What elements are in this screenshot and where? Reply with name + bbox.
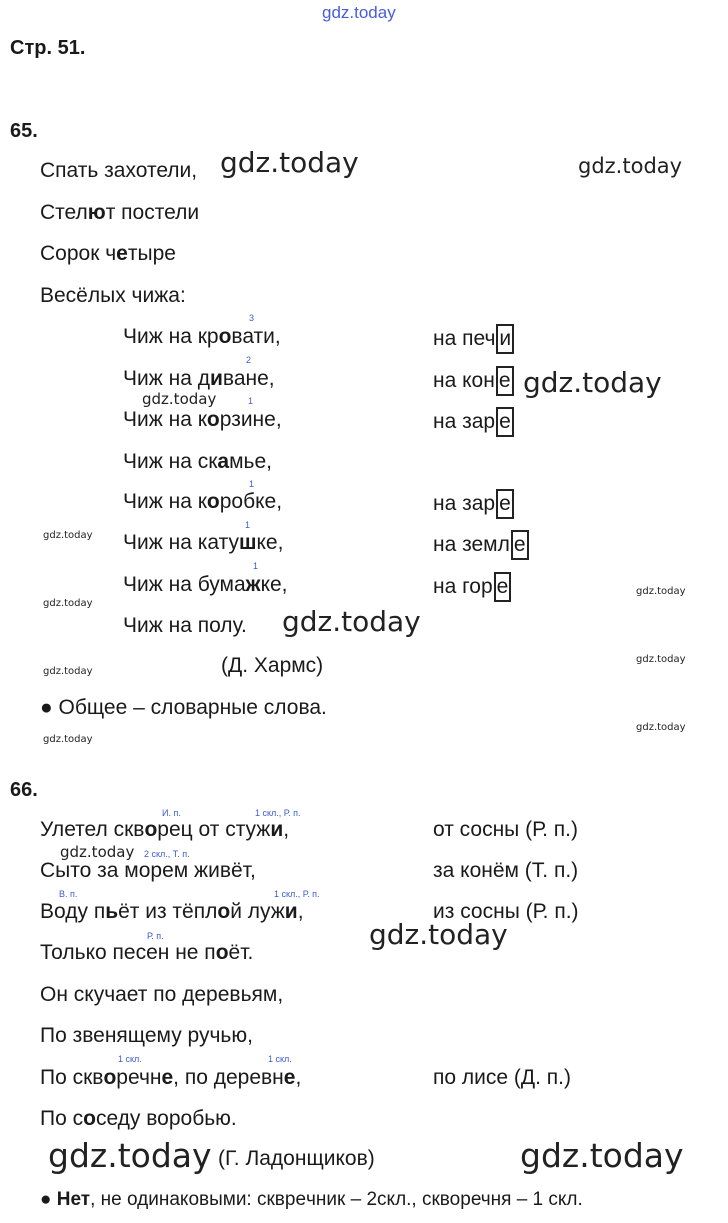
line-text: , bbox=[295, 1066, 302, 1089]
case-note: от сосны (Р. п.) bbox=[433, 818, 579, 841]
line-text: ёт. bbox=[228, 941, 254, 964]
highlighted-letter: е bbox=[161, 1066, 174, 1089]
watermark: gdz.today bbox=[48, 1136, 212, 1175]
poem-row: Чиж на скамье, bbox=[123, 450, 273, 473]
grammar-mark: 2 скл., Т. п. bbox=[144, 849, 190, 859]
watermark: gdz.today bbox=[369, 918, 508, 951]
highlighted-letter: е bbox=[283, 1066, 296, 1089]
grammar-mark: В. п. bbox=[59, 889, 78, 899]
grammar-mark: 1 скл. bbox=[268, 1054, 292, 1064]
line-text: ёт из тёпл bbox=[118, 900, 218, 923]
poem-row: Чиж на диване, bbox=[123, 367, 275, 390]
watermark: gdz.today bbox=[282, 605, 421, 638]
line-text: , bbox=[283, 818, 290, 841]
poem-row: Чиж на корзине, bbox=[123, 408, 282, 431]
watermark: gdz.today bbox=[43, 530, 93, 541]
watermark: gdz.today bbox=[523, 366, 662, 399]
line-text: По с bbox=[40, 1107, 84, 1130]
case-note: за конём (Т. п.) bbox=[433, 859, 579, 882]
watermark: gdz.today bbox=[636, 722, 686, 733]
poem-line bbox=[40, 859, 256, 883]
line-text: Улетел скв bbox=[40, 818, 145, 841]
watermark: gdz.today bbox=[636, 654, 686, 665]
highlighted-letter: и bbox=[270, 818, 284, 841]
ending-box: и bbox=[496, 324, 514, 354]
poem-row: Чиж на коробке, bbox=[123, 490, 283, 513]
author-66: (Г. Ладонщиков) bbox=[218, 1147, 375, 1170]
conclusion-66: ● Нет, не одинаковыми: скврeчник – 2скл., скворечня – 1 скл. bbox=[40, 1189, 583, 1210]
line-text: речн bbox=[116, 1066, 162, 1089]
highlighted-letter: и bbox=[284, 900, 298, 923]
stress-mark: 3 bbox=[249, 313, 255, 323]
poem-line bbox=[40, 1107, 237, 1131]
poem-line: Стелют постели bbox=[40, 201, 200, 224]
page-ref: Стр. 51. bbox=[10, 37, 86, 59]
poem-row-ending: на зар е bbox=[433, 489, 514, 519]
poem-line: Спать захотели, bbox=[40, 159, 198, 182]
line-text: седу воробью. bbox=[95, 1107, 237, 1130]
poem-row-ending: на гор е bbox=[433, 572, 511, 602]
conclusion-65: ● Общее – словарные слова. bbox=[40, 696, 327, 719]
line-text: , по деревн bbox=[173, 1066, 284, 1089]
ending-box: е bbox=[496, 407, 514, 437]
line-text: й луж bbox=[230, 900, 285, 923]
poem-line bbox=[40, 818, 289, 842]
ending-box: е bbox=[496, 489, 514, 519]
grammar-mark: 1 скл., Р. п. bbox=[274, 889, 320, 899]
poem-line bbox=[40, 1066, 301, 1090]
ending-box: е bbox=[496, 366, 514, 396]
poem-line bbox=[40, 983, 283, 1007]
watermark: gdz.today bbox=[43, 598, 93, 609]
line-text: По звенящему ручью, bbox=[40, 1024, 253, 1047]
poem-row-ending: на зар е bbox=[433, 407, 514, 437]
watermark: gdz.today bbox=[60, 843, 135, 861]
stress-mark: 2 bbox=[246, 355, 252, 365]
grammar-mark: 1 скл. bbox=[118, 1054, 142, 1064]
stress-mark: 1 bbox=[249, 479, 255, 489]
watermark-top: gdz.today bbox=[322, 3, 396, 22]
stress-mark: 1 bbox=[245, 520, 251, 530]
watermark: gdz.today bbox=[142, 390, 217, 408]
poem-row-ending: на земл е bbox=[433, 530, 529, 560]
watermark: gdz.today bbox=[578, 154, 683, 178]
line-text: По скв bbox=[40, 1066, 104, 1089]
poem-row: Чиж на полу. bbox=[123, 614, 247, 637]
watermark: gdz.today bbox=[43, 666, 93, 677]
watermark: gdz.today bbox=[220, 146, 359, 179]
highlighted-letter: ь bbox=[105, 900, 119, 923]
poem-row: Чиж на бумажке, bbox=[123, 573, 288, 596]
line-text: рец от стуж bbox=[157, 818, 271, 841]
poem-row-ending: на кон е bbox=[433, 366, 514, 396]
highlighted-letter: о bbox=[217, 900, 231, 923]
line-text: Сыто за морем живёт, bbox=[40, 859, 256, 882]
line-text: Он скучает по деревьям, bbox=[40, 983, 284, 1006]
case-note: по лисе (Д. п.) bbox=[433, 1066, 571, 1089]
line-text: , bbox=[297, 900, 304, 923]
highlighted-letter: о bbox=[103, 1066, 117, 1089]
highlighted-letter: о bbox=[144, 818, 158, 841]
stress-mark: 1 bbox=[253, 561, 259, 571]
poem-row: Чиж на кровати, bbox=[123, 325, 281, 348]
watermark: gdz.today bbox=[43, 734, 93, 745]
poem-line: Весёлых чижа: bbox=[40, 284, 186, 307]
highlighted-letter: о bbox=[215, 941, 229, 964]
poem-line bbox=[40, 1024, 253, 1048]
author-65: (Д. Хармс) bbox=[221, 654, 324, 677]
grammar-mark: 1 скл., Р. п. bbox=[255, 808, 301, 818]
task-66-number: 66. bbox=[10, 779, 38, 801]
task-65-number: 65. bbox=[10, 120, 38, 142]
case-note: из сосны (Р. п.) bbox=[433, 900, 579, 923]
ending-box: е bbox=[494, 572, 512, 602]
grammar-mark: И. п. bbox=[162, 808, 181, 818]
grammar-mark: Р. п. bbox=[147, 931, 164, 941]
poem-line bbox=[40, 941, 253, 965]
ending-box: е bbox=[511, 530, 529, 560]
line-text: Только песен не п bbox=[40, 941, 216, 964]
watermark: gdz.today bbox=[520, 1136, 684, 1175]
poem-line: Сорок четыре bbox=[40, 242, 176, 265]
highlighted-letter: о bbox=[83, 1107, 96, 1130]
watermark: gdz.today bbox=[636, 586, 686, 597]
poem-row: Чиж на катушке, bbox=[123, 531, 284, 554]
poem-row-ending: на печ и bbox=[433, 324, 514, 354]
stress-mark: 1 bbox=[248, 396, 254, 406]
poem-line bbox=[40, 900, 304, 924]
line-text: Воду п bbox=[40, 900, 106, 923]
